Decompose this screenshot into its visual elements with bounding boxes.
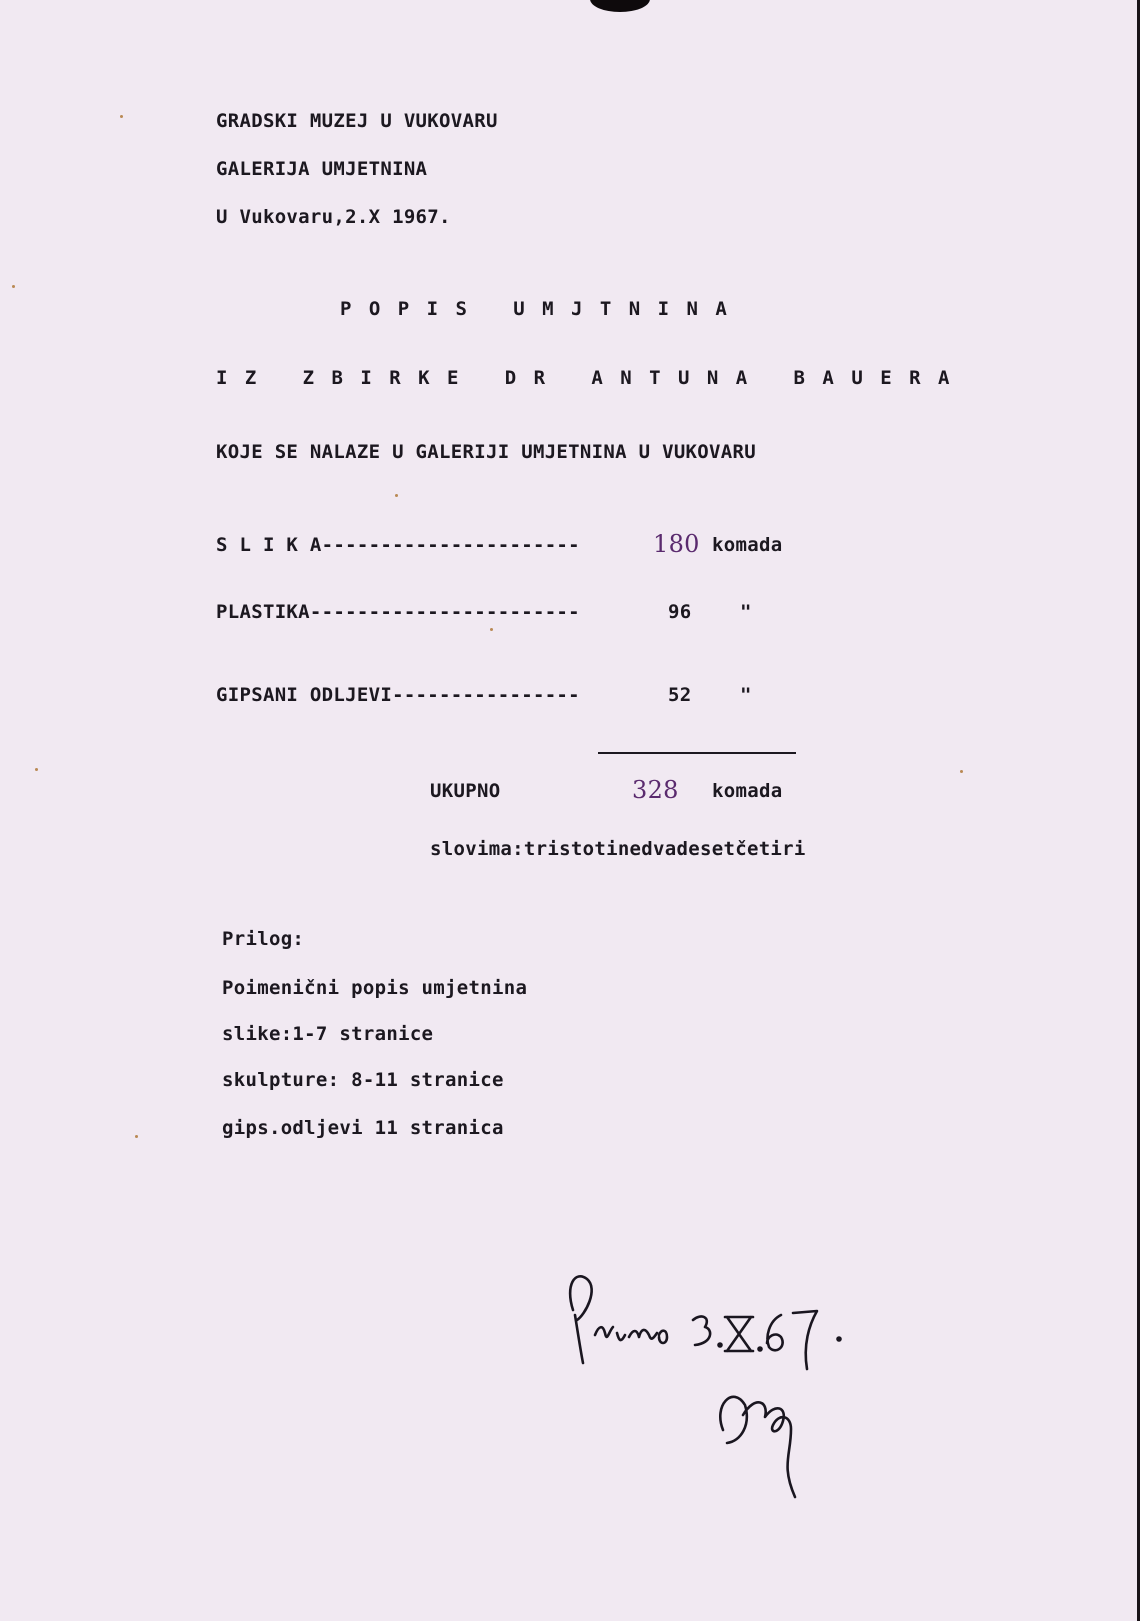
inventory-label-sculptures: PLASTIKA----------------------- [216, 601, 580, 623]
paper-speck [35, 768, 38, 771]
page-tear [590, 0, 650, 12]
title-line-2: I Z Z B I R K E D R A N T U N A B A U E R A [216, 367, 953, 389]
attachment-line-2: slike:1-7 stranice [222, 1023, 434, 1045]
inventory-count-casts: 52 [668, 684, 692, 706]
inventory-label-paintings: S L I K A---------------------- [216, 534, 580, 556]
total-count: 328 [632, 776, 679, 804]
title-line-3: KOJE SE NALAZE U GALERIJI UMJETNINA U VUKOVARU [216, 441, 756, 463]
paper-speck [960, 770, 963, 773]
attachment-heading: Prilog: [222, 928, 305, 950]
museum-name: GRADSKI MUZEJ U VUKOVARU [216, 110, 498, 132]
paper-speck [135, 1135, 138, 1138]
inventory-count-paintings: 180 [653, 530, 700, 558]
paper-speck [490, 628, 493, 631]
title-line-1: P O P I S U M J T N I N A [340, 298, 730, 320]
paper-speck [120, 115, 123, 118]
inventory-unit-casts: " [740, 684, 752, 706]
total-in-words: slovima:tristotinedvadesetčetiri [430, 838, 806, 860]
attachment-line-3: skulpture: 8-11 stranice [222, 1069, 504, 1091]
inventory-unit-paintings: komada [712, 534, 783, 556]
inventory-unit-sculptures: " [740, 601, 752, 623]
attachment-line-4: gips.odljevi 11 stranica [222, 1117, 504, 1139]
gallery-name: GALERIJA UMJETNINA [216, 158, 428, 180]
total-label: UKUPNO [430, 780, 501, 802]
inventory-count-sculptures: 96 [668, 601, 692, 623]
total-unit: komada [712, 780, 783, 802]
attachment-line-1: Poimenični popis umjetnina [222, 977, 528, 999]
paper-speck [12, 285, 15, 288]
inventory-label-casts: GIPSANI ODLJEVI---------------- [216, 684, 580, 706]
paper-speck [395, 494, 398, 497]
handwritten-note-signature [555, 1265, 895, 1515]
place-date: U Vukovaru,2.X 1967. [216, 206, 451, 228]
sum-rule [598, 752, 796, 754]
